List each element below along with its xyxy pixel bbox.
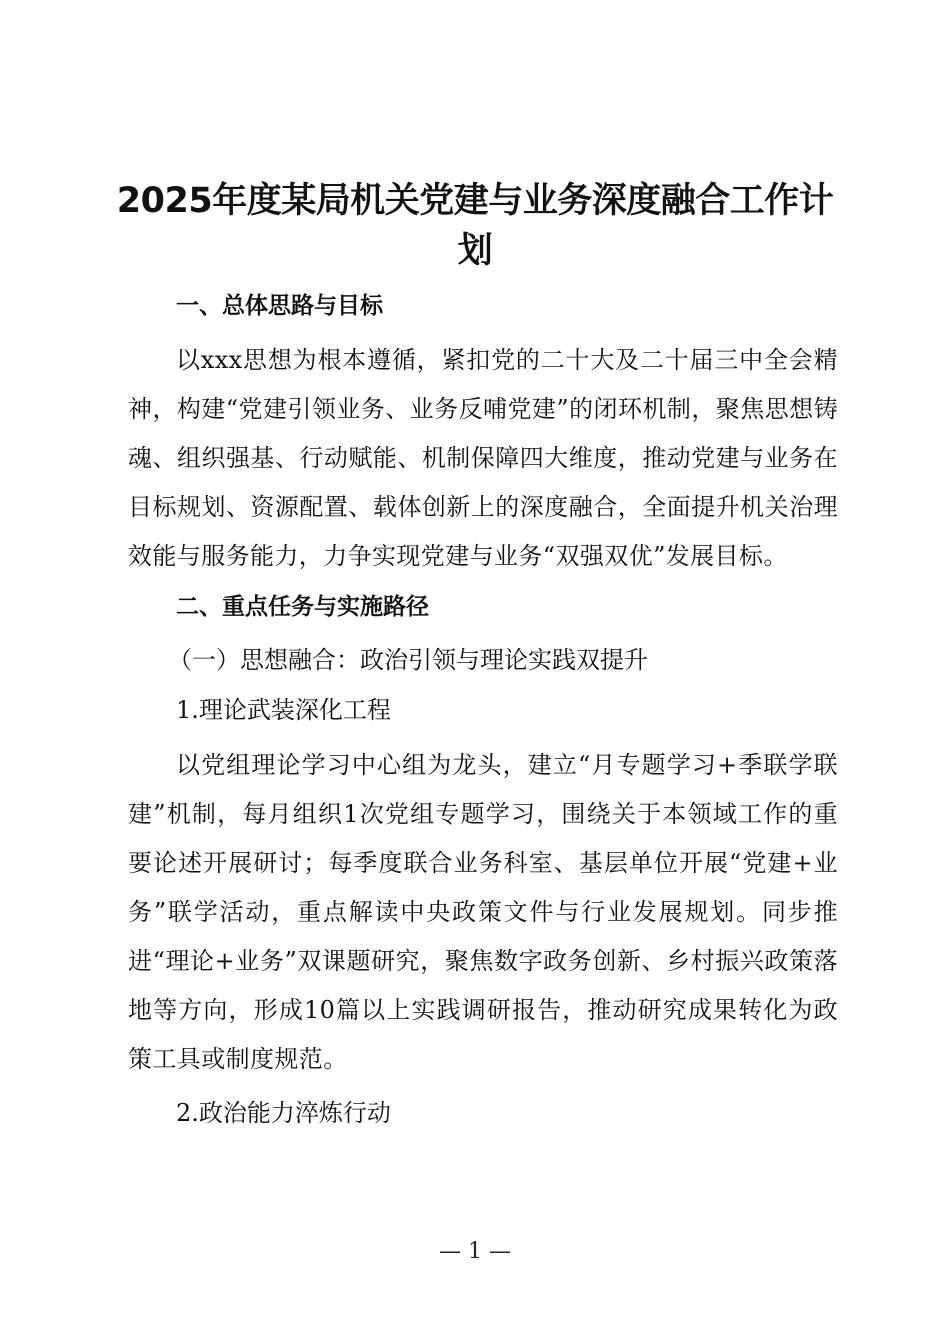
section-heading-2: 二、重点任务与实施路径 — [176, 594, 429, 620]
item-heading-2: 2.政治能力淬炼行动 — [176, 1099, 391, 1127]
item-1-paragraph: 以党组理论学习中心组为龙头，建立“月专题学习+季联学联建”机制，每月组织1次党组专题学习，围绕关于本领域工作的重要论述开展研讨；每季度联合业务科室、基层单位开展“党建+业务”联学活动，重点解读中央政策文件与行业发展规划。同步推进“理论+业务”双课题研究，聚焦数字政务创新、乡村振兴政策落地等方向，形成10篇以上实践调研报告，推动研究成果转化为政策工具或制度规范。 — [128, 751, 838, 1073]
item-heading-1: 1.理论武装深化工程 — [176, 696, 391, 724]
page-number: — 1 — — [439, 1239, 511, 1264]
section-heading-1: 一、总体思路与目标 — [176, 293, 383, 319]
document-title: 2025年度某局机关党建与业务深度融合工作计划 — [116, 181, 834, 271]
subsection-heading-1: （一）思想融合：政治引领与理论实践双提升 — [168, 646, 648, 674]
document-body — [128, 286, 838, 1140]
section-1-paragraph: 以xxx思想为根本遵循，紧扣党的二十大及二十届三中全会精神，构建“党建引领业务、业务反哺党建”的闭环机制，聚焦思想铸魂、组织强基、行动赋能、机制保障四大维度，推动党建与业务在目标规划、资源配置、载体创新上的深度融合，全面提升机关治理效能与服务能力，力争实现党建与业务“双强双优”发展目标。 — [128, 346, 838, 570]
